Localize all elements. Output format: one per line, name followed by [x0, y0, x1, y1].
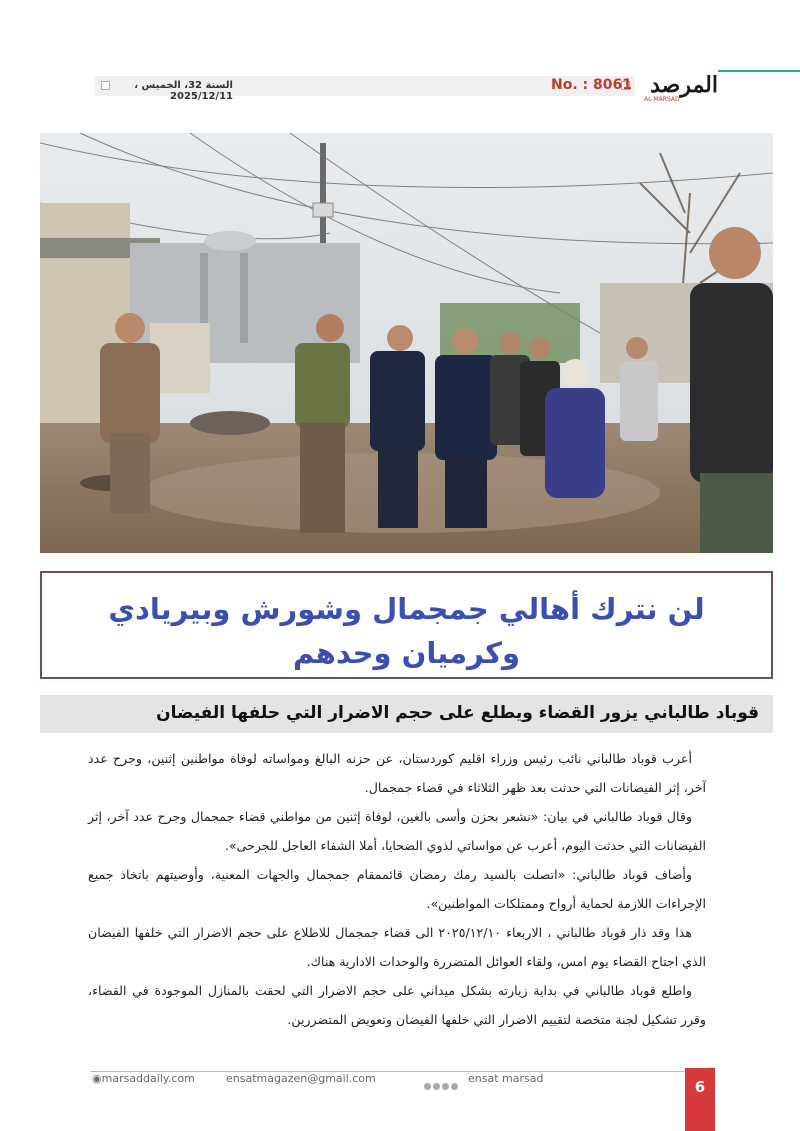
issue-date: السنة 32، الخميس ، 2025/12/11	[134, 80, 233, 102]
article-paragraph: أعرب قوباد طالباني نائب رئيس وزراء اقليم كوردستان، عن حزنه البالغ ومواساته لوفاة مواطنين إثنين، وجرح عدد آخر، إثر الفيضانات التي حدثت بعد ظهر الثلاثاء في قضاء جمجمال.	[88, 751, 706, 795]
article-body	[88, 744, 706, 1034]
page-number: 6	[694, 1078, 706, 1096]
email-link[interactable]: ensatmagazen@gmail.com	[226, 1072, 376, 1085]
headline-box	[40, 571, 773, 679]
website-link[interactable]: ◉marsaddaily.com	[92, 1072, 195, 1085]
news-photo	[40, 133, 773, 553]
newspaper-logo	[640, 72, 718, 102]
youtube-icon[interactable]	[451, 1083, 458, 1090]
headline: لن نترك أهالي جمجمال وشورش وبيريادي وكرميان وحدهم	[108, 592, 705, 670]
article-paragraph: هذا وقد ذار قوباد طالباني ، الاربعاء ٢٠٢٥/١٢/١٠ الى قضاء جمجمال للاطلاع على حجم الاضرار التي خلفها الفيضان الذي اجتاح القضاء يوم امس، ولقاء العوائل المتضررة والوحدات الادارية هناك.	[88, 925, 706, 969]
social-icons	[424, 1075, 460, 1094]
instagram-icon[interactable]	[442, 1083, 449, 1090]
facebook-icon[interactable]	[424, 1083, 431, 1090]
article-paragraph: وقال قوباد طالباني في بيان: «نشعر بحزن وأسى بالغين، لوفاة إثنين من مواطني قضاء جمجمال وجرح عدد آخر، إثر الفيضانات التي حدثت اليوم، أعرب عن مواساتي لذوي الضحايا، أملا الشفاء العاجل للجرحى».	[88, 809, 706, 853]
header-bar	[95, 76, 635, 102]
subheadline-bar	[40, 695, 773, 733]
flood-visit-photo	[40, 133, 773, 553]
subheadline: قوباد طالباني يزور القضاء ويطلع على حجم الاضرار التي حلفها الفيضان	[156, 703, 759, 723]
page-number-tab	[685, 1068, 715, 1131]
globe-icon: ◉	[92, 1072, 102, 1085]
social-handle[interactable]: ensat marsad	[468, 1072, 544, 1085]
header-accent-line	[718, 70, 800, 72]
article-paragraph: واطلع قوباد طالباني في بداية زيارته بشكل ميداني على حجم الاضرار التي لحقت بالمنازل الموجودة في القضاء، وقرر تشكيل لجنة متخصة لتقييم الاضرار التي خلفها الفيضان وتعويض المتضررين.	[88, 983, 706, 1027]
logo-text: المرصد	[650, 72, 718, 98]
issue-number: No. : 8061	[551, 77, 632, 93]
twitter-icon[interactable]	[433, 1083, 440, 1090]
article-paragraph: وأضاف قوباد طالباني: «اتصلت بالسيد رمك رمضان قائممقام جمجمال والجهات المعنية، وأوصيتهم باتخاذ جميع الإجراءات اللازمة لحماية أرواح وممتلكات المواطنين».	[88, 867, 706, 911]
logo-subtext: AL-MARSAD	[644, 96, 680, 103]
